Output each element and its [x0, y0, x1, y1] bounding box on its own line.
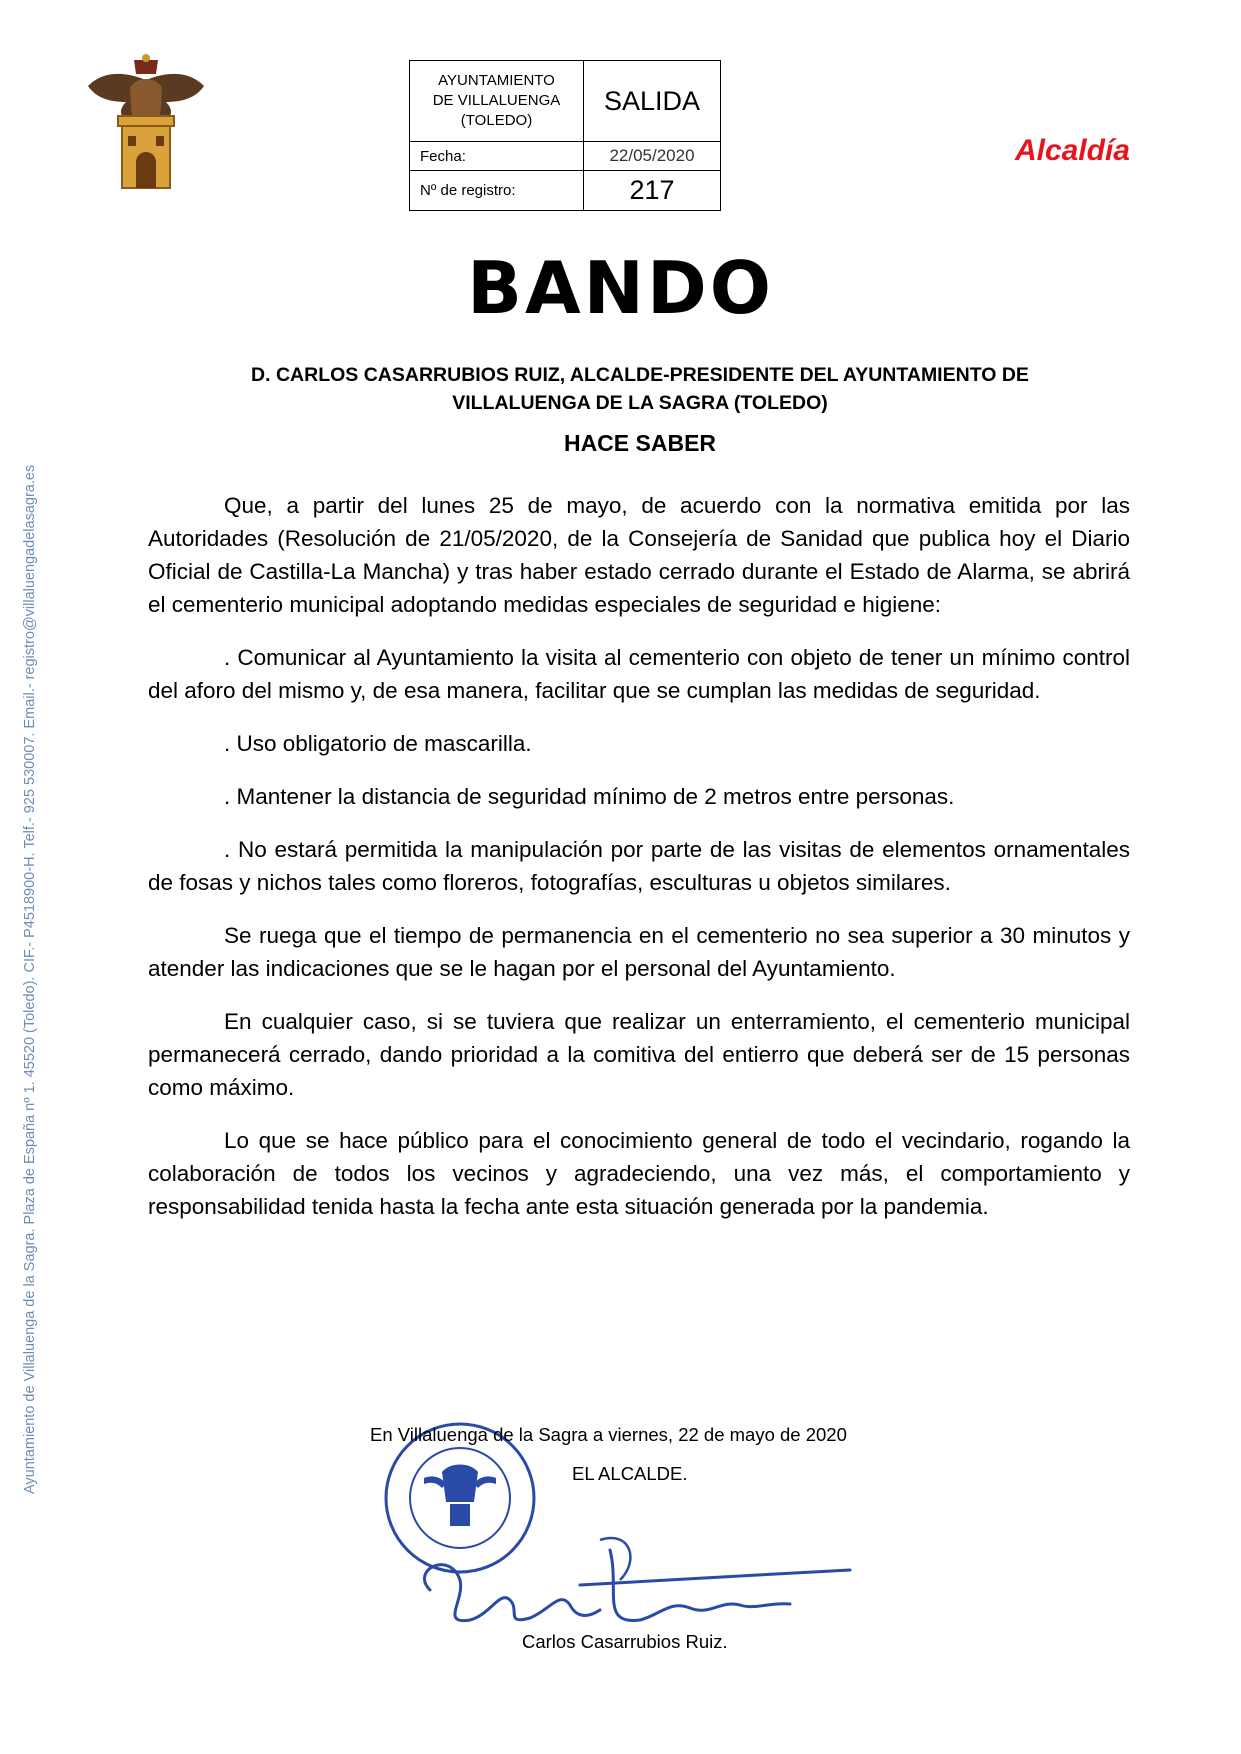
municipal-crest-icon — [86, 52, 206, 190]
registry-org-line: (TOLEDO) — [460, 112, 533, 129]
document-title: BANDO — [467, 246, 774, 330]
registry-stamp — [409, 60, 721, 211]
registry-number-value: 217 — [584, 171, 721, 211]
registry-number-label: Nº de registro: — [410, 171, 584, 211]
document-body — [148, 489, 1130, 1243]
body-paragraph: . Uso obligatorio de mascarilla. — [224, 731, 532, 756]
body-paragraph: . No estará permitida la manipulación por parte de las visitas de elementos ornamentales de fosas y nichos tales como floreros, fotografías, esculturas u objetos similares. — [148, 837, 1130, 895]
body-paragraph: . Comunicar al Ayuntamiento la visita al cementerio con objeto de tener un mínimo control del aforo del mismo y, de esa manera, facilitar que se cumplan las medidas de seguridad. — [148, 645, 1130, 703]
body-paragraph: Se ruega que el tiempo de permanencia en el cementerio no sea superior a 30 minutos y atender las indicaciones que se le hagan por el personal del Ayuntamiento. — [148, 923, 1130, 981]
issuer-heading — [150, 361, 1130, 417]
registry-date-value: 22/05/2020 — [584, 142, 721, 171]
signer-name: Carlos Casarrubios Ruiz. — [522, 1631, 728, 1652]
registry-date-label: Fecha: — [410, 142, 584, 171]
signer-title: EL ALCALDE. — [572, 1463, 688, 1484]
issuer-heading-line: VILLALUENGA DE LA SAGRA (TOLEDO) — [452, 392, 828, 414]
office-label: Alcaldía — [1014, 134, 1130, 167]
registry-org-line: DE VILLALUENGA — [432, 92, 561, 109]
issuer-heading-line: D. CARLOS CASARRUBIOS RUIZ, ALCALDE-PRESIDENTE DEL AYUNTAMIENTO DE — [251, 364, 1029, 386]
subheading: HACE SABER — [563, 430, 717, 456]
closing-line: En Villaluenga de la Sagra a viernes, 22 de mayo de 2020 — [370, 1424, 847, 1445]
body-paragraph: Lo que se hace público para el conocimiento general de todo el vecindario, rogando la colaboración de todos los vecinos y agradeciendo, una vez más, el comportamiento y responsabilidad tenida hasta la fecha ante esta situación generada por la pandemia. — [148, 1128, 1130, 1219]
registry-organization — [410, 61, 584, 142]
body-paragraph: . Mantener la distancia de seguridad mínimo de 2 metros entre personas. — [224, 784, 955, 809]
registry-org-line: AYUNTAMIENTO — [438, 72, 555, 89]
body-paragraph: Que, a partir del lunes 25 de mayo, de acuerdo con la normativa emitida por las Autoridades (Resolución de 21/05/2020, de la Consejería de Sanidad que publica hoy el Diario Oficial de Castilla-La Mancha) y tras haber estado cerrado durante el Estado de Alarma, se abrirá el cementerio municipal adoptando medidas especiales de seguridad e higiene: — [148, 493, 1130, 617]
address-footer-vertical: Ayuntamiento de Villaluenga de la Sagra. Plaza de España nº 1. 45520 (Toledo). CIF.- P4518900-H. Telf.- 925 530007. Email.- registro@villaluengadelasagra.es — [22, 464, 38, 1494]
body-paragraph: En cualquier caso, si se tuviera que realizar un enterramiento, el cementerio municipal permanecerá cerrado, dando prioridad a la comitiva del entierro que deberá ser de 15 personas como máximo. — [148, 1009, 1130, 1100]
registry-direction: SALIDA — [584, 61, 721, 142]
